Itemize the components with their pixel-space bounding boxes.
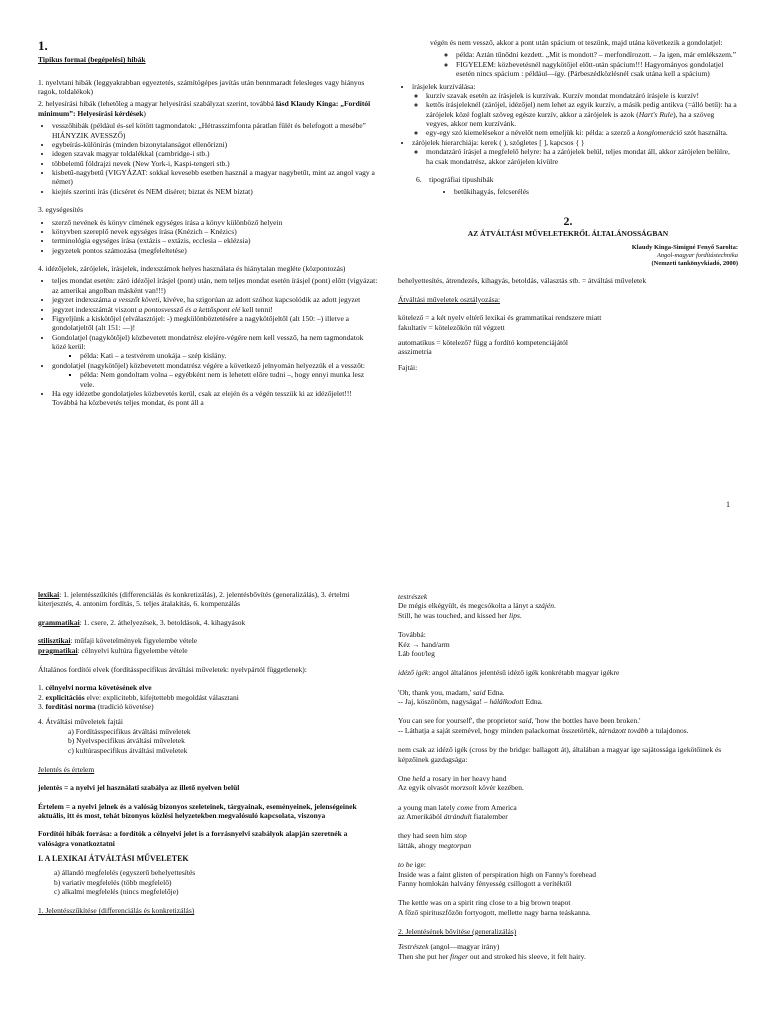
list-item: a) Fordításspecifikus átváltási műveletek <box>68 726 191 736</box>
widening-heading: 2. Jelentésének bővítése (generalizálás) <box>398 927 517 936</box>
body-parts-label: testrészek <box>398 592 428 601</box>
types-title: 4. Átváltási műveletek fajtái <box>38 717 123 727</box>
example-en: 'Oh, thank you, madam,' said Edna. <box>398 687 505 697</box>
typo-heading: 6. tipográfiai típushibák <box>416 174 494 184</box>
example-hu: Az egyik olvasót morzsolt kövér kezében. <box>398 783 524 793</box>
reference-link: lásd Klaudy Kinga: „Fordítói minimum”: Helyesírási kérdések <box>38 99 371 118</box>
list-item: • szerző nevének és könyv címének egységes írása a könyv különböző helyein <box>52 218 378 227</box>
example-en: You can see for yourself', the proprietor said, 'how the bottles have been broken.' <box>398 716 641 726</box>
continued-text: végén és nem vessző, akkor a pont után spácium ot teszünk, majd utána következik a gondolatjel: <box>430 38 723 47</box>
narrowing-heading: 1. Jelentésszűkítése (differenciálás és konkretizálás) <box>38 906 195 916</box>
classification-title: Átváltási műveletek osztályozása: <box>398 294 501 304</box>
page2-right-column <box>398 592 738 961</box>
example-item: ◦ kurzív szavak esetén az írásjelek is kurzívak. Kurzív mondat mondatzáró írásjele is kurzív! <box>426 91 738 100</box>
list-item: • jegyzetek pontos számozása (megfeleltetése) <box>52 246 378 255</box>
source-publisher: (Nemzeti tankönyvkiadó, 2000) <box>651 260 738 268</box>
classification-automatic: automatikus = kötelező? függ a fordító kompetenciájától <box>398 337 569 347</box>
pragmatic-operations: pragmatikai: célnyelvi kultúra figyelembe vétele <box>38 645 188 655</box>
error-source: Fordítói hibák forrása: a fordítók a célnyelvi jelet is a forrásnyelvi szabályok alapján szeretnék a valóságra vonatkoztatni <box>38 829 348 848</box>
types-list <box>38 727 378 755</box>
spelling-list <box>38 121 378 196</box>
example-hu: Fanny homlokán halvány fényesség csillogott a verítéktől <box>398 878 572 888</box>
section-2-title: AZ ÁTVÁLTÁSI MŰVELETEKRŐL ÁLTALÁNOSSÁGBAN <box>467 228 669 238</box>
source-book: Angol-magyar fordítástechnika <box>656 252 738 260</box>
punctuation-list <box>38 276 378 407</box>
lexical-list <box>38 868 378 896</box>
types-label: Fajtái: <box>398 362 418 372</box>
example-en: they had seen him stop <box>398 831 467 841</box>
stylistic-operations: stilisztikai: műfaji követelmények figyelembe vétele <box>38 636 198 646</box>
example-en: Inside was a faint glisten of perspiration high on Fanny's forehead <box>398 869 596 879</box>
example-hu: -- Láthatja a saját szemével, hogy minden palackomat összetörték, tárnázott tovább a tulajdonos. <box>398 725 689 735</box>
example-en: One held a rosary in her heavy hand <box>398 773 507 783</box>
unification-list <box>38 218 378 256</box>
example-en: Still, he was touched, and kissed her lips. <box>398 610 522 620</box>
hand-example: Kéz → hand/arm <box>398 639 450 649</box>
paragraph-punctuation: 4. idézőjelek, zárójelek, írásjelek, indexszámok helyes használata és hiánytalan megléte (központozás) <box>38 264 346 273</box>
classification-optional: fakultatív = kötelezőkön túl végzett <box>398 322 505 332</box>
meaning-title: Jelentés és értelem <box>38 764 95 774</box>
list-item: c) alkalmi megfelelés (nincs megfelelője) <box>54 886 179 896</box>
list-item: • teljes mondat esetén: záró idézőjel írásjel (pont) után, nem teljes mondat esetén írásjel (pont) előtt (vigyázat: az amerikai angolban másként van!!!) <box>52 276 378 295</box>
classification-obligatory: kötelező = a két nyelv eltérő lexikai és grammatikai rendszere miatt <box>398 313 602 323</box>
example-item: ◦ FIGYELEM: közbevetésnél nagykötőjel előtt-után spácium!!! Hagyományos gondolatjel esetén nincs spácium : például—így. (Párbeszédközlésnél csak utána kell a spácium) <box>456 60 738 79</box>
typo-list <box>398 187 738 196</box>
section-title: Tipikus formai (begépelési) hibák <box>38 55 146 65</box>
sense-definition: Értelem = a nyelvi jelnek és a valóság bizonyos szeleteinek, tárgyainak, eseményeinek, jelenségeinek aktuális, itt és most, tehát bizonyos közlési helyzetekben megvalósuló kapcsolata, viszonya <box>38 801 357 820</box>
example-item: ◦ egy-egy szó kiemelésekor a névelőt nem emeljük ki: példa: a szerző a konglomeráció szót használta. <box>426 128 738 137</box>
page-2 <box>0 512 768 1024</box>
example-hu: az Amerikából átrándult fiatalember <box>398 812 508 821</box>
example-hu: De mégis elkégyült, és megcsókolta a lányt a szájén. <box>398 601 556 611</box>
general-principles: Általános fordítói elvek (fordításspecifikus átváltási műveletek: nyelvpártól függetlenek): <box>38 664 307 674</box>
page1-right-column <box>398 38 738 372</box>
principle-item: 3. fordítási norma (tradíció követése) <box>38 702 154 711</box>
lexical-operations: lexikai: 1. jelentésszűkítés (differenciálás és konkretizálás), 2. jelentésbővítés (generalizálás), 3. értelmi kiterjesztés, 4. antonim fordítás, 5. teljes átalakítás, 6. kompenzálás <box>38 590 350 609</box>
body-parts-direction: Testrészek (angol—magyar irány) <box>398 942 500 952</box>
list-item: • vesszőhibák (például és-sel kötött tagmondatok: „Hétrasszimfonta páratlan fülét és belefogott a mesébe” HIÁNYZIK AVESSZŐ) <box>52 121 378 140</box>
meaning-definition: jelentés = a nyelvi jel használati szabálya az illető nyelven belül <box>38 783 240 793</box>
continued-list <box>398 50 738 78</box>
list-item: • könyvben szereplő nevek egységes írása (Knézich – Knézics) <box>52 227 378 236</box>
list-item: • terminológia egységes írása (extázis – extázis, ecclesia – eklézsia) <box>52 236 378 245</box>
paragraph-spelling-errors: 2. helyesírási hibák (lehetőleg a magyar helyesírási szabályzat szerint, továbbá lásd Klaudy Kinga: „Fordítói minimum”: Helyesírási kérdések) <box>38 99 371 118</box>
foot-example: Láb foot/leg <box>398 648 435 658</box>
list-item: • gondolatjel (nagykötőjel) közbevetett mondatrész végére a következő jelnyomán helyezzük el a vesszőt: ▪ példa: Nem gondoltam volna – egyébként nem is lehetett előre tudni –, hogy ennyi munka lesz vele. <box>52 361 378 389</box>
principle-item: 2. explicitációs elve: explicitebb, kifejtettebb megoldást választani <box>38 692 239 702</box>
paragraph-grammar-errors: 1. nyelvtani hibák (leggyakrabban egyeztetés, számítógépes javítás után bennmaradt felesleges vagy hiányos ragok, toldalékok) <box>38 77 365 96</box>
reporting-verbs: idéző igék: angol általános jelentésű idéző igék konkrétabb magyar igékre <box>398 668 620 678</box>
italic-punctuation-list <box>398 82 738 166</box>
classification-asymmetry: asszimetria <box>398 347 432 357</box>
principle-item: 1. célnyelvi norma követésének elve <box>38 683 152 693</box>
to-be-label: to be ige: <box>398 860 426 870</box>
section-number: 1. <box>38 38 48 53</box>
lexical-heading: I. A LEXIKAI ÁTVÁLTÁSI MŰVELETEK <box>38 854 189 864</box>
page1-left-column <box>38 0 378 411</box>
list-item: • kisbetű-nagybetű (VIGYÁZAT: sokkal kevesebb esetben használ a magyar nagybetűt, mint az angol vagy a német) <box>52 168 378 187</box>
example-en: Then she put her finger out and stroked his sleeve, it felt hairy. <box>398 951 586 961</box>
list-item: • kiejtés szerinti írás (dicséret és NEM díséret; biztat és NEM bíztat) <box>52 187 378 196</box>
paragraph-unification: 3. egységesítés <box>38 205 83 215</box>
example-en: a young man lately come from America <box>398 802 517 812</box>
list-item: • Gondolatjel (nagykötőjel) közbevetett mondatrész elejére-végére nem kell vessző, ha nem tagmondatok közé kerül: ▪ példa: Kati – a testvérem unokája – szép kislány. <box>52 333 378 361</box>
list-item: • idegen szavak magyar toldalékkal (cambridge-i stb.) <box>52 149 378 158</box>
example-item: ◦ kettős írásjeleknél (zárójel, idézőjel) nem lehet az egyik kurzív, a másik pedig antikva (=álló betű): ha a zárójelek közé foglalt szöveg egésze kurzív, akkor a zárójelek is azok (Hart's Rule), ha a szöveg vegyes, akkor nem kurzívánk. <box>426 100 738 128</box>
example-hu: -- Jaj, köszönöm, nagysága! – hálálkodott Edna. <box>398 697 543 706</box>
list-item: • jegyzet indexszáma a vesszőt követi, kivéve, ha szigorúan az adott szóhoz kapcsolódik az adott jegyzet <box>52 295 378 304</box>
source-author: Klaudy Kinga-Simigné Fenyő Sarolta: <box>631 244 738 251</box>
definition: behelyettesítés, átrendezés, kihagyás, betoldás, választás stb. = átváltási műveletek <box>398 276 647 286</box>
example-hu: A főző spirituszfőzőn fortyogott, mellette nagy barna teáskanna. <box>398 907 591 917</box>
page-number: 1 <box>726 500 730 509</box>
list-item: • zárójelek hierarchiája: kerek ( ), szögletes [ ], kapcsos { } ◦ mondatzáró írásjel a megfelelő helyre: ha a zárójelek belül, teljes mondat áll, akkor zárójelen belülre, ha csak mondatrész, akkor zárójelen kívülre <box>412 138 738 166</box>
list-item: a) állandó megfelelés (egyszerű behelyettesítés <box>54 868 196 878</box>
example-item: ◦ mondatzáró írásjel a megfelelő helyre: ha a zárójelek belül, teljes mondat áll, akkor zárójelen belülre, ha csak mondatrész, akkor zárójelen kívülre <box>426 147 738 166</box>
list-item: • többelemű földrajzi nevek (New York-i, Kaspi-tengeri stb.) <box>52 159 378 168</box>
list-item: • jegyzet indexszámát viszont a pontosvessző és a kettőspont elé kell tenni! <box>52 305 378 314</box>
list-item: • egybeírás-különírás (minden bizonytalanságot ellenőrizni) <box>52 140 378 149</box>
example-en: The kettle was on a spirit ring close to a big brown teapot <box>398 898 571 908</box>
list-item: c) kultúraspecifikus átváltási műveletek <box>68 745 188 755</box>
page2-left-column <box>38 590 378 916</box>
example-hu: látták, ahogy megtorpan <box>398 840 472 850</box>
furthermore-label: Továbbá: <box>398 630 426 640</box>
section-2-number: 2. <box>563 213 573 228</box>
example-item: ▪ példa: Kati – a testvérem unokája – szép kislány. <box>80 351 378 360</box>
list-item: • Figyeljünk a kiskötőjel (elválasztójel: -) megkülönböztetésére a nagykötőjeltől (alt 150: –) illetve a gondolatjeltől (alt 151: —)! <box>52 314 378 333</box>
list-item: b) Nyelvspecifikus átváltási műveletek <box>68 736 185 746</box>
grammatical-operations: grammatikai: 1. csere, 2. áthelyezések, 3. betoldások, 4. kihagyások <box>38 617 246 627</box>
list-item: b) variatív megfelelés (több megfelelő) <box>54 877 172 887</box>
list-item: • betűkihagyás, felcserélés <box>454 187 738 196</box>
example-item: ▪ példa: Nem gondoltam volna – egyébként nem is lehetett előre tudni –, hogy ennyi munka lesz vele. <box>80 370 378 389</box>
example-item: ◦ példa: Aztán tűnődni kezdett. „Mit is mondott? – merfondírozott. – Ja igen, már emlékszem.” <box>456 50 738 59</box>
list-item: • írásjelek kurzíválása: ◦ kurzív szavak esetén az írásjelek is kurzívak. Kurzív mondat mondatzáró írásjele is kurzív! ◦ kettős írásjeleknél (zárójel, idézőjel) nem lehet az egyik kurzív, a másik pedig antikva (=álló betű): ha a zárójelek közé foglalt szöveg egésze kurzív, akkor a zárójelek is azok (Hart's Rule), ha a szöveg vegyes, akkor nem kurzívánk. ◦ egy-egy szó kiemelésekor a névelőt nem emeljük ki: példa: a szerző a konglomeráció szót használta. <box>412 82 738 138</box>
list-item: • Ha egy idézetbe gondolatjeles közbevetés kerül, csak az elején és a végén tesszük ki az idézőjelet!!! Továbbá ha közbevetés teljes mondat, és pont áll a <box>52 389 378 408</box>
prefix-note: nem csak az idéző igék (cross by the bridge: ballagott át), általában a magyar ige sajátossága igekötőinek és képzőinek gazdagsága: <box>398 745 722 764</box>
